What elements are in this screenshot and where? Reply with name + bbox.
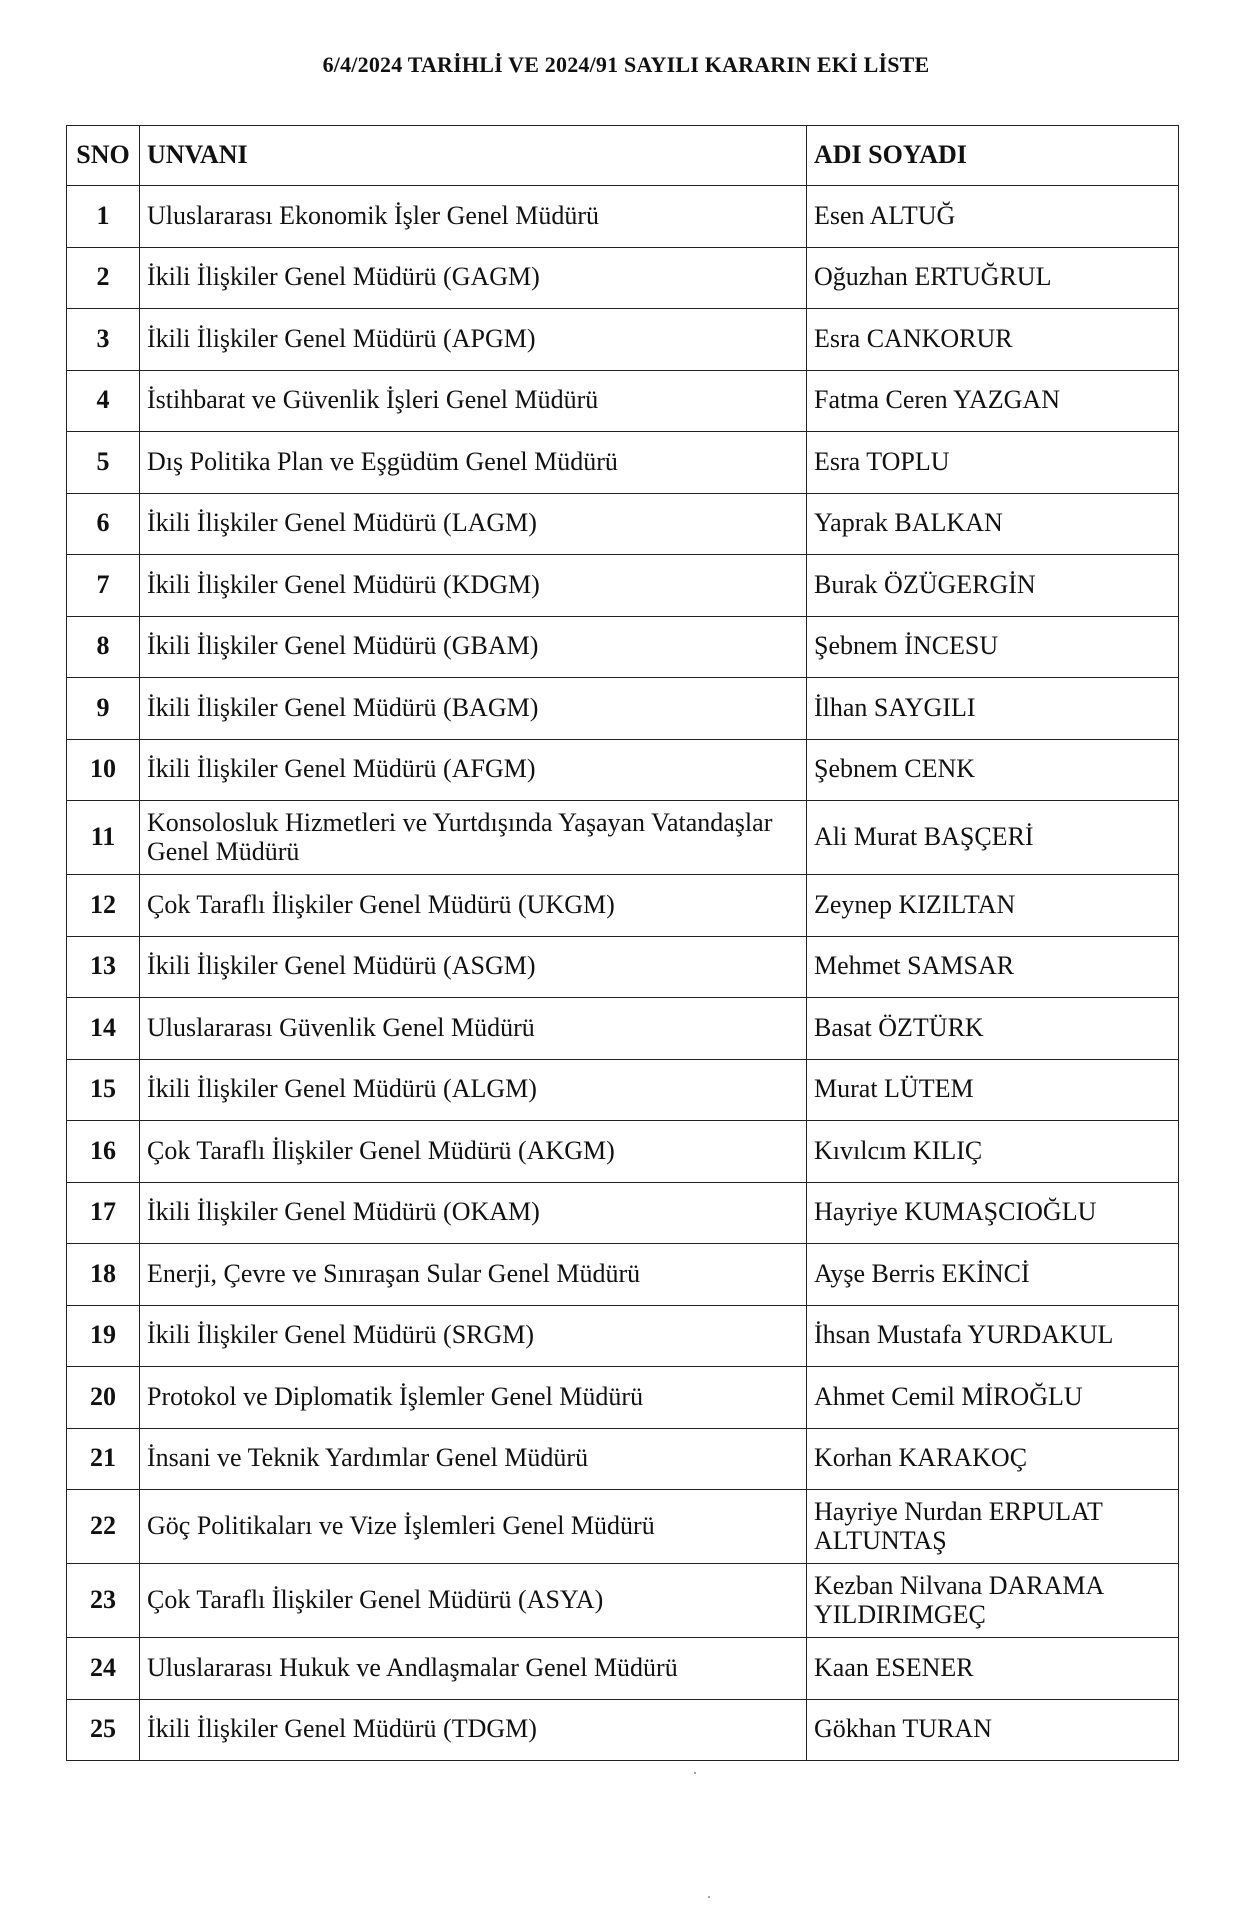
row-sno: 19 — [67, 1305, 140, 1367]
table-row — [67, 1428, 1179, 1490]
row-sno: 14 — [67, 998, 140, 1060]
row-name: Kıvılcım KILIÇ — [807, 1121, 1179, 1183]
table-row — [67, 247, 1179, 309]
row-sno: 10 — [67, 739, 140, 801]
row-name: Yaprak BALKAN — [807, 493, 1179, 555]
row-name: Basat ÖZTÜRK — [807, 998, 1179, 1060]
row-sno: 2 — [67, 247, 140, 309]
table-row — [67, 1638, 1179, 1700]
row-name: Esra TOPLU — [807, 432, 1179, 494]
row-sno: 13 — [67, 936, 140, 998]
row-sno: 18 — [67, 1244, 140, 1306]
row-unvan: Çok Taraflı İlişkiler Genel Müdürü (ASYA) — [140, 1564, 807, 1638]
row-sno: 24 — [67, 1638, 140, 1700]
row-unvan: İkili İlişkiler Genel Müdürü (LAGM) — [140, 493, 807, 555]
row-sno: 8 — [67, 616, 140, 678]
table-row — [67, 801, 1179, 875]
row-unvan: İkili İlişkiler Genel Müdürü (GBAM) — [140, 616, 807, 678]
table-row — [67, 186, 1179, 248]
row-unvan: İkili İlişkiler Genel Müdürü (APGM) — [140, 309, 807, 371]
table-row — [67, 1367, 1179, 1429]
table-row — [67, 1059, 1179, 1121]
row-sno: 21 — [67, 1428, 140, 1490]
row-unvan: Uluslararası Hukuk ve Andlaşmalar Genel Müdürü — [140, 1638, 807, 1700]
row-sno: 6 — [67, 493, 140, 555]
column-header-name: ADI SOYADI — [807, 126, 1179, 186]
row-sno: 22 — [67, 1490, 140, 1564]
row-sno: 1 — [67, 186, 140, 248]
row-name: Hayriye KUMAŞCIOĞLU — [807, 1182, 1179, 1244]
row-name: Murat LÜTEM — [807, 1059, 1179, 1121]
row-name: Burak ÖZÜGERGİN — [807, 555, 1179, 617]
table-row — [67, 1699, 1179, 1761]
table-row — [67, 309, 1179, 371]
table-row — [67, 432, 1179, 494]
table-row — [67, 1182, 1179, 1244]
row-unvan: İkili İlişkiler Genel Müdürü (GAGM) — [140, 247, 807, 309]
row-unvan: Konsolosluk Hizmetleri ve Yurtdışında Yaşayan Vatandaşlar Genel Müdürü — [140, 801, 807, 875]
row-sno: 11 — [67, 801, 140, 875]
table-row — [67, 493, 1179, 555]
row-unvan: İkili İlişkiler Genel Müdürü (BAGM) — [140, 678, 807, 740]
row-name: Oğuzhan ERTUĞRUL — [807, 247, 1179, 309]
document-title: 6/4/2024 TARİHLİ VE 2024/91 SAYILI KARARIN EKİ LİSTE — [322, 52, 930, 77]
row-unvan: İkili İlişkiler Genel Müdürü (KDGM) — [140, 555, 807, 617]
row-sno: 12 — [67, 875, 140, 937]
table-row — [67, 1564, 1179, 1638]
row-sno: 25 — [67, 1699, 140, 1761]
row-name: Fatma Ceren YAZGAN — [807, 370, 1179, 432]
row-unvan: Göç Politikaları ve Vize İşlemleri Genel Müdürü — [140, 1490, 807, 1564]
row-unvan: Çok Taraflı İlişkiler Genel Müdürü (UKGM) — [140, 875, 807, 937]
row-sno: 5 — [67, 432, 140, 494]
row-unvan: İkili İlişkiler Genel Müdürü (TDGM) — [140, 1699, 807, 1761]
row-unvan: İkili İlişkiler Genel Müdürü (AFGM) — [140, 739, 807, 801]
table-row — [67, 678, 1179, 740]
row-unvan: Çok Taraflı İlişkiler Genel Müdürü (AKGM) — [140, 1121, 807, 1183]
row-name: Ali Murat BAŞÇERİ — [807, 801, 1179, 875]
row-sno: 23 — [67, 1564, 140, 1638]
row-unvan: Protokol ve Diplomatik İşlemler Genel Müdürü — [140, 1367, 807, 1429]
table-row — [67, 936, 1179, 998]
row-name: İhsan Mustafa YURDAKUL — [807, 1305, 1179, 1367]
row-unvan: İkili İlişkiler Genel Müdürü (SRGM) — [140, 1305, 807, 1367]
table-row — [67, 998, 1179, 1060]
row-unvan: İkili İlişkiler Genel Müdürü (ALGM) — [140, 1059, 807, 1121]
row-name: Zeynep KIZILTAN — [807, 875, 1179, 937]
column-header-unvan: UNVANI — [140, 126, 807, 186]
row-unvan: Uluslararası Ekonomik İşler Genel Müdürü — [140, 186, 807, 248]
table-row — [67, 555, 1179, 617]
row-sno: 16 — [67, 1121, 140, 1183]
table-row — [67, 1490, 1179, 1564]
row-unvan: Uluslararası Güvenlik Genel Müdürü — [140, 998, 807, 1060]
table-row — [67, 1305, 1179, 1367]
row-name: Gökhan TURAN — [807, 1699, 1179, 1761]
row-sno: 17 — [67, 1182, 140, 1244]
table-row — [67, 1244, 1179, 1306]
table-row — [67, 370, 1179, 432]
row-name: Kaan ESENER — [807, 1638, 1179, 1700]
row-name: Hayriye Nurdan ERPULAT ALTUNTAŞ — [807, 1490, 1179, 1564]
row-sno: 7 — [67, 555, 140, 617]
row-sno: 4 — [67, 370, 140, 432]
row-sno: 20 — [67, 1367, 140, 1429]
row-name: Şebnem CENK — [807, 739, 1179, 801]
row-name: Esra CANKORUR — [807, 309, 1179, 371]
table-row — [67, 875, 1179, 937]
table-row — [67, 616, 1179, 678]
scan-speck — [694, 1772, 696, 1774]
table-row — [67, 739, 1179, 801]
column-header-sno: SNO — [67, 126, 140, 186]
row-unvan: İkili İlişkiler Genel Müdürü (OKAM) — [140, 1182, 807, 1244]
row-sno: 9 — [67, 678, 140, 740]
row-unvan: Enerji, Çevre ve Sınıraşan Sular Genel Müdürü — [140, 1244, 807, 1306]
row-unvan: İnsani ve Teknik Yardımlar Genel Müdürü — [140, 1428, 807, 1490]
row-name: İlhan SAYGILI — [807, 678, 1179, 740]
row-unvan: İkili İlişkiler Genel Müdürü (ASGM) — [140, 936, 807, 998]
row-name: Ahmet Cemil MİROĞLU — [807, 1367, 1179, 1429]
row-name: Esen ALTUĞ — [807, 186, 1179, 248]
row-name: Mehmet SAMSAR — [807, 936, 1179, 998]
row-name: Kezban Nilvana DARAMA YILDIRIMGEÇ — [807, 1564, 1179, 1638]
row-unvan: Dış Politika Plan ve Eşgüdüm Genel Müdürü — [140, 432, 807, 494]
row-name: Şebnem İNCESU — [807, 616, 1179, 678]
row-name: Korhan KARAKOÇ — [807, 1428, 1179, 1490]
table-header-row — [67, 126, 1179, 186]
table-row — [67, 1121, 1179, 1183]
row-unvan: İstihbarat ve Güvenlik İşleri Genel Müdürü — [140, 370, 807, 432]
scan-speck — [708, 1896, 710, 1898]
row-name: Ayşe Berris EKİNCİ — [807, 1244, 1179, 1306]
row-sno: 3 — [67, 309, 140, 371]
appointment-list-table — [66, 125, 1179, 1761]
row-sno: 15 — [67, 1059, 140, 1121]
